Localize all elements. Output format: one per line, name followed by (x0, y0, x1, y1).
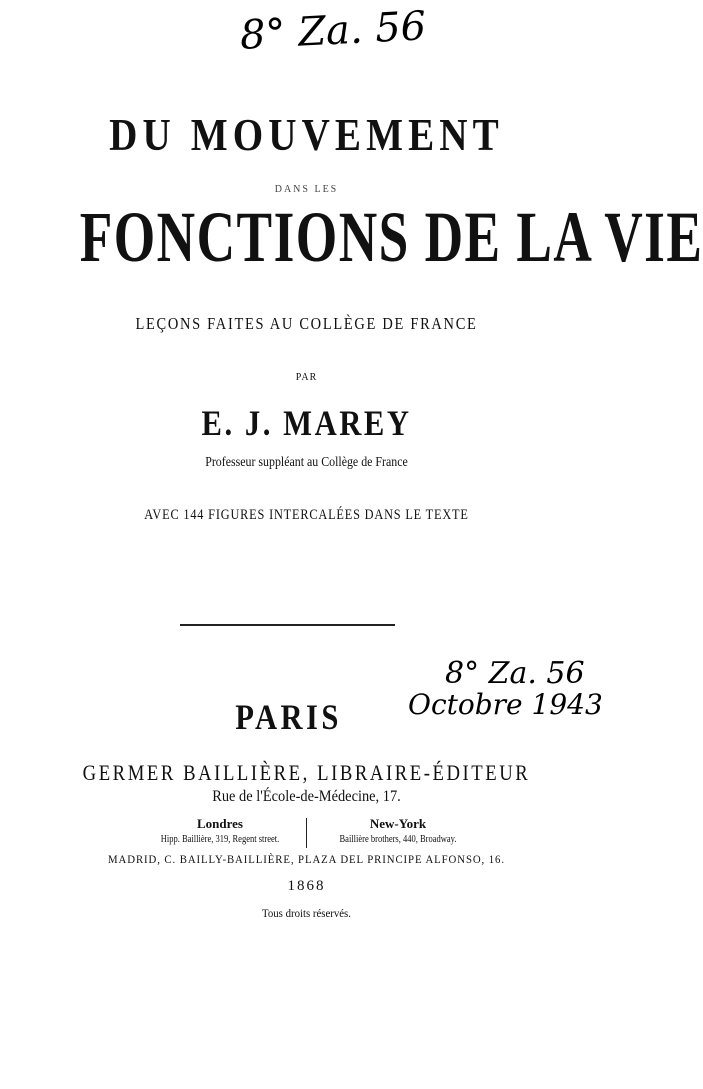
branch-city: New-York (369, 816, 427, 831)
city: PARIS (235, 697, 342, 737)
branch-city: Londres (197, 816, 243, 831)
title-line-2: FONCTIONS DE LA VIE (79, 197, 703, 277)
rights-notice: Tous droits réservés. (262, 906, 351, 920)
handwritten-shelfmark-top: 8° Za. 56 (238, 3, 428, 59)
publisher: GERMER BAILLIÈRE, LIBRAIRE-ÉDITEUR (82, 760, 531, 785)
handwritten-shelfmark: 8° Za. 56 (445, 656, 585, 691)
divider-rule (180, 624, 395, 626)
author-name: E. J. MAREY (201, 403, 412, 443)
branch-address: Hipp. Baillière, 319, Regent street. (160, 834, 280, 845)
handwritten-date: Octobre 1943 (408, 688, 603, 721)
figures-note: AVEC 144 FIGURES INTERCALÉES DANS LE TEXTE (144, 507, 469, 523)
branch-address: Baillière brothers, 440, Broadway. (339, 834, 457, 845)
author-title: Professeur suppléant au Collège de France (205, 455, 408, 470)
title-connector: DANS LES (274, 184, 339, 195)
title-line-1: DU MOUVEMENT (109, 109, 504, 160)
branch-london (140, 816, 300, 845)
madrid-branch: MADRID, C. BAILLY-BAILLIÈRE, PLAZA DEL PRINCIPE ALFONSO, 16. (108, 852, 505, 866)
branch-new-york (318, 816, 478, 845)
publisher-address: Rue de l'École-de-Médecine, 17. (212, 788, 401, 805)
by-label: PAR (295, 372, 318, 383)
column-divider (306, 818, 307, 848)
year: 1868 (287, 878, 326, 894)
subtitle: LEÇONS FAITES AU COLLÈGE DE FRANCE (135, 314, 478, 333)
